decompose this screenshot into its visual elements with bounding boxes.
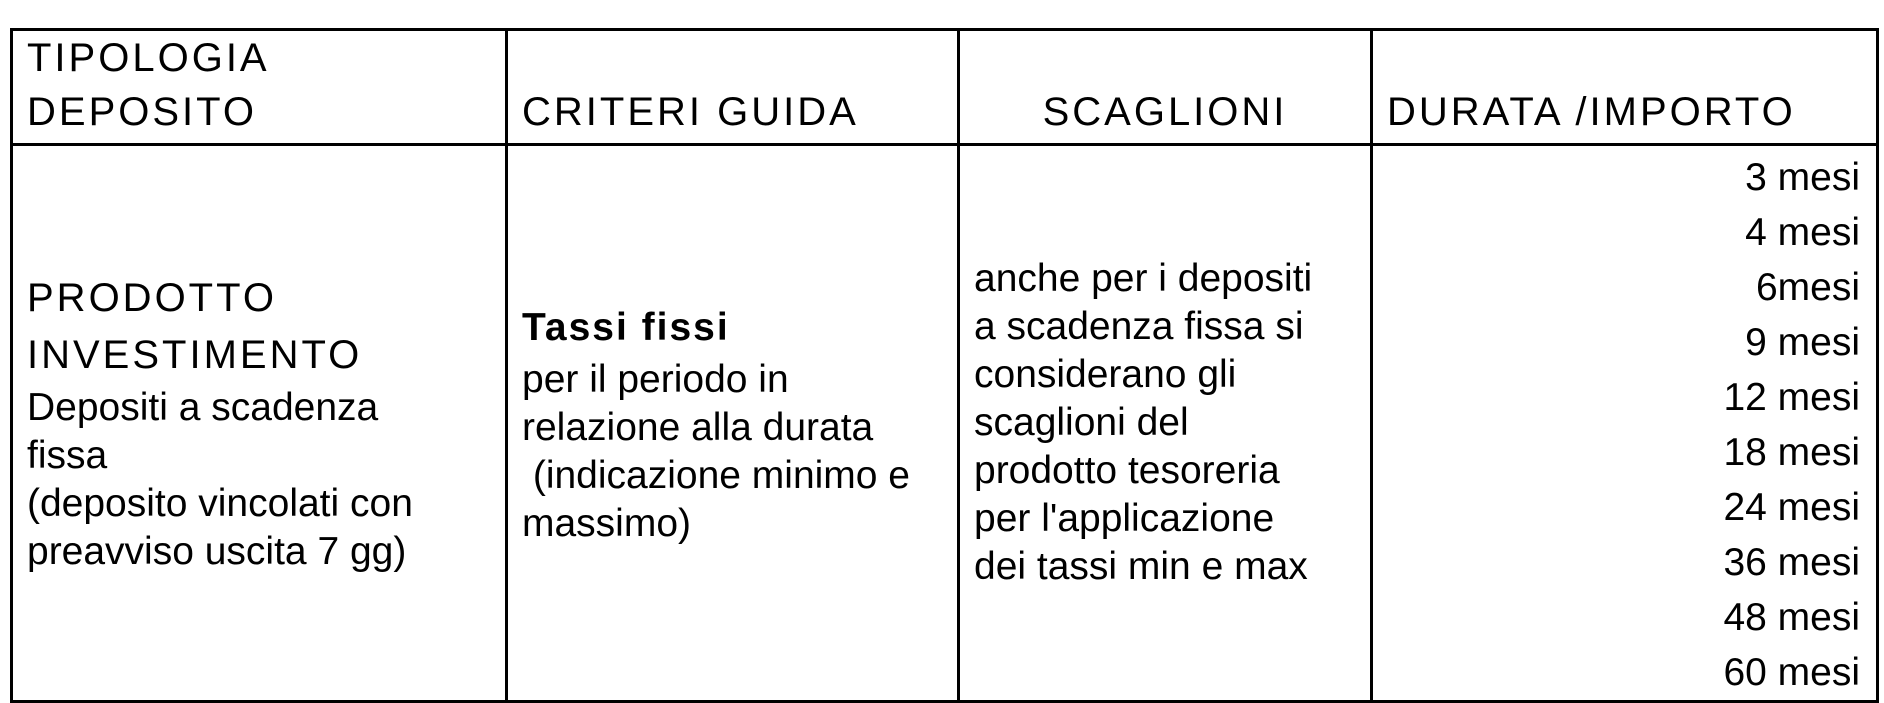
product-desc-line2: fissa [27, 434, 108, 477]
header-tipologia-line2: DEPOSITO [27, 90, 257, 134]
scaglioni-line7: dei tassi min e max [974, 545, 1308, 588]
product-desc-line4: preavviso uscita 7 gg) [27, 530, 407, 573]
header-tipologia-deposito [12, 30, 507, 145]
list-item: 36 mesi [1723, 541, 1860, 584]
product-desc-line3: (deposito vincolati con [27, 482, 413, 525]
list-item: 12 mesi [1723, 376, 1860, 419]
scaglioni-line4: scaglioni del [974, 401, 1189, 444]
header-tipologia-line1: TIPOLOGIA [27, 36, 270, 80]
list-item: 48 mesi [1723, 596, 1860, 639]
cell-durata [1372, 145, 1878, 702]
product-title-line2: INVESTIMENTO [27, 333, 363, 377]
header-row [12, 30, 1878, 145]
list-item: 18 mesi [1723, 431, 1860, 474]
cell-tipologia [12, 145, 507, 702]
duration-list [1387, 150, 1860, 700]
list-item: 60 mesi [1723, 651, 1860, 694]
product-desc-line1: Depositi a scadenza [27, 386, 379, 429]
scaglioni-line6: per l'applicazione [974, 497, 1275, 540]
deposit-table [10, 28, 1879, 703]
list-item: 4 mesi [1745, 211, 1860, 254]
cell-criteri [507, 145, 959, 702]
criteri-line2: relazione alla durata [522, 405, 874, 449]
header-scaglioni: SCAGLIONI [959, 30, 1372, 145]
list-item: 3 mesi [1745, 156, 1860, 199]
criteri-line3: (indicazione minimo e [522, 453, 911, 497]
list-item: 9 mesi [1745, 321, 1860, 364]
scaglioni-line3: considerano gli [974, 353, 1237, 396]
list-item: 24 mesi [1723, 486, 1860, 529]
scaglioni-line5: prodotto tesoreria [974, 449, 1280, 492]
product-title-line1: PRODOTTO [27, 276, 277, 320]
criteri-line4: massimo) [522, 501, 692, 545]
criteri-line1: per il periodo in [522, 357, 789, 401]
table-row [12, 145, 1878, 702]
criteri-title: Tassi fissi [522, 305, 730, 349]
header-durata-importo: DURATA /IMPORTO [1372, 30, 1878, 145]
header-criteri-guida: CRITERI GUIDA [507, 30, 959, 145]
scaglioni-line2: a scadenza fissa si [974, 305, 1304, 348]
cell-scaglioni [959, 145, 1372, 702]
list-item: 6mesi [1755, 266, 1860, 309]
deposit-table-container [10, 28, 1876, 692]
scaglioni-line1: anche per i depositi [974, 257, 1313, 300]
